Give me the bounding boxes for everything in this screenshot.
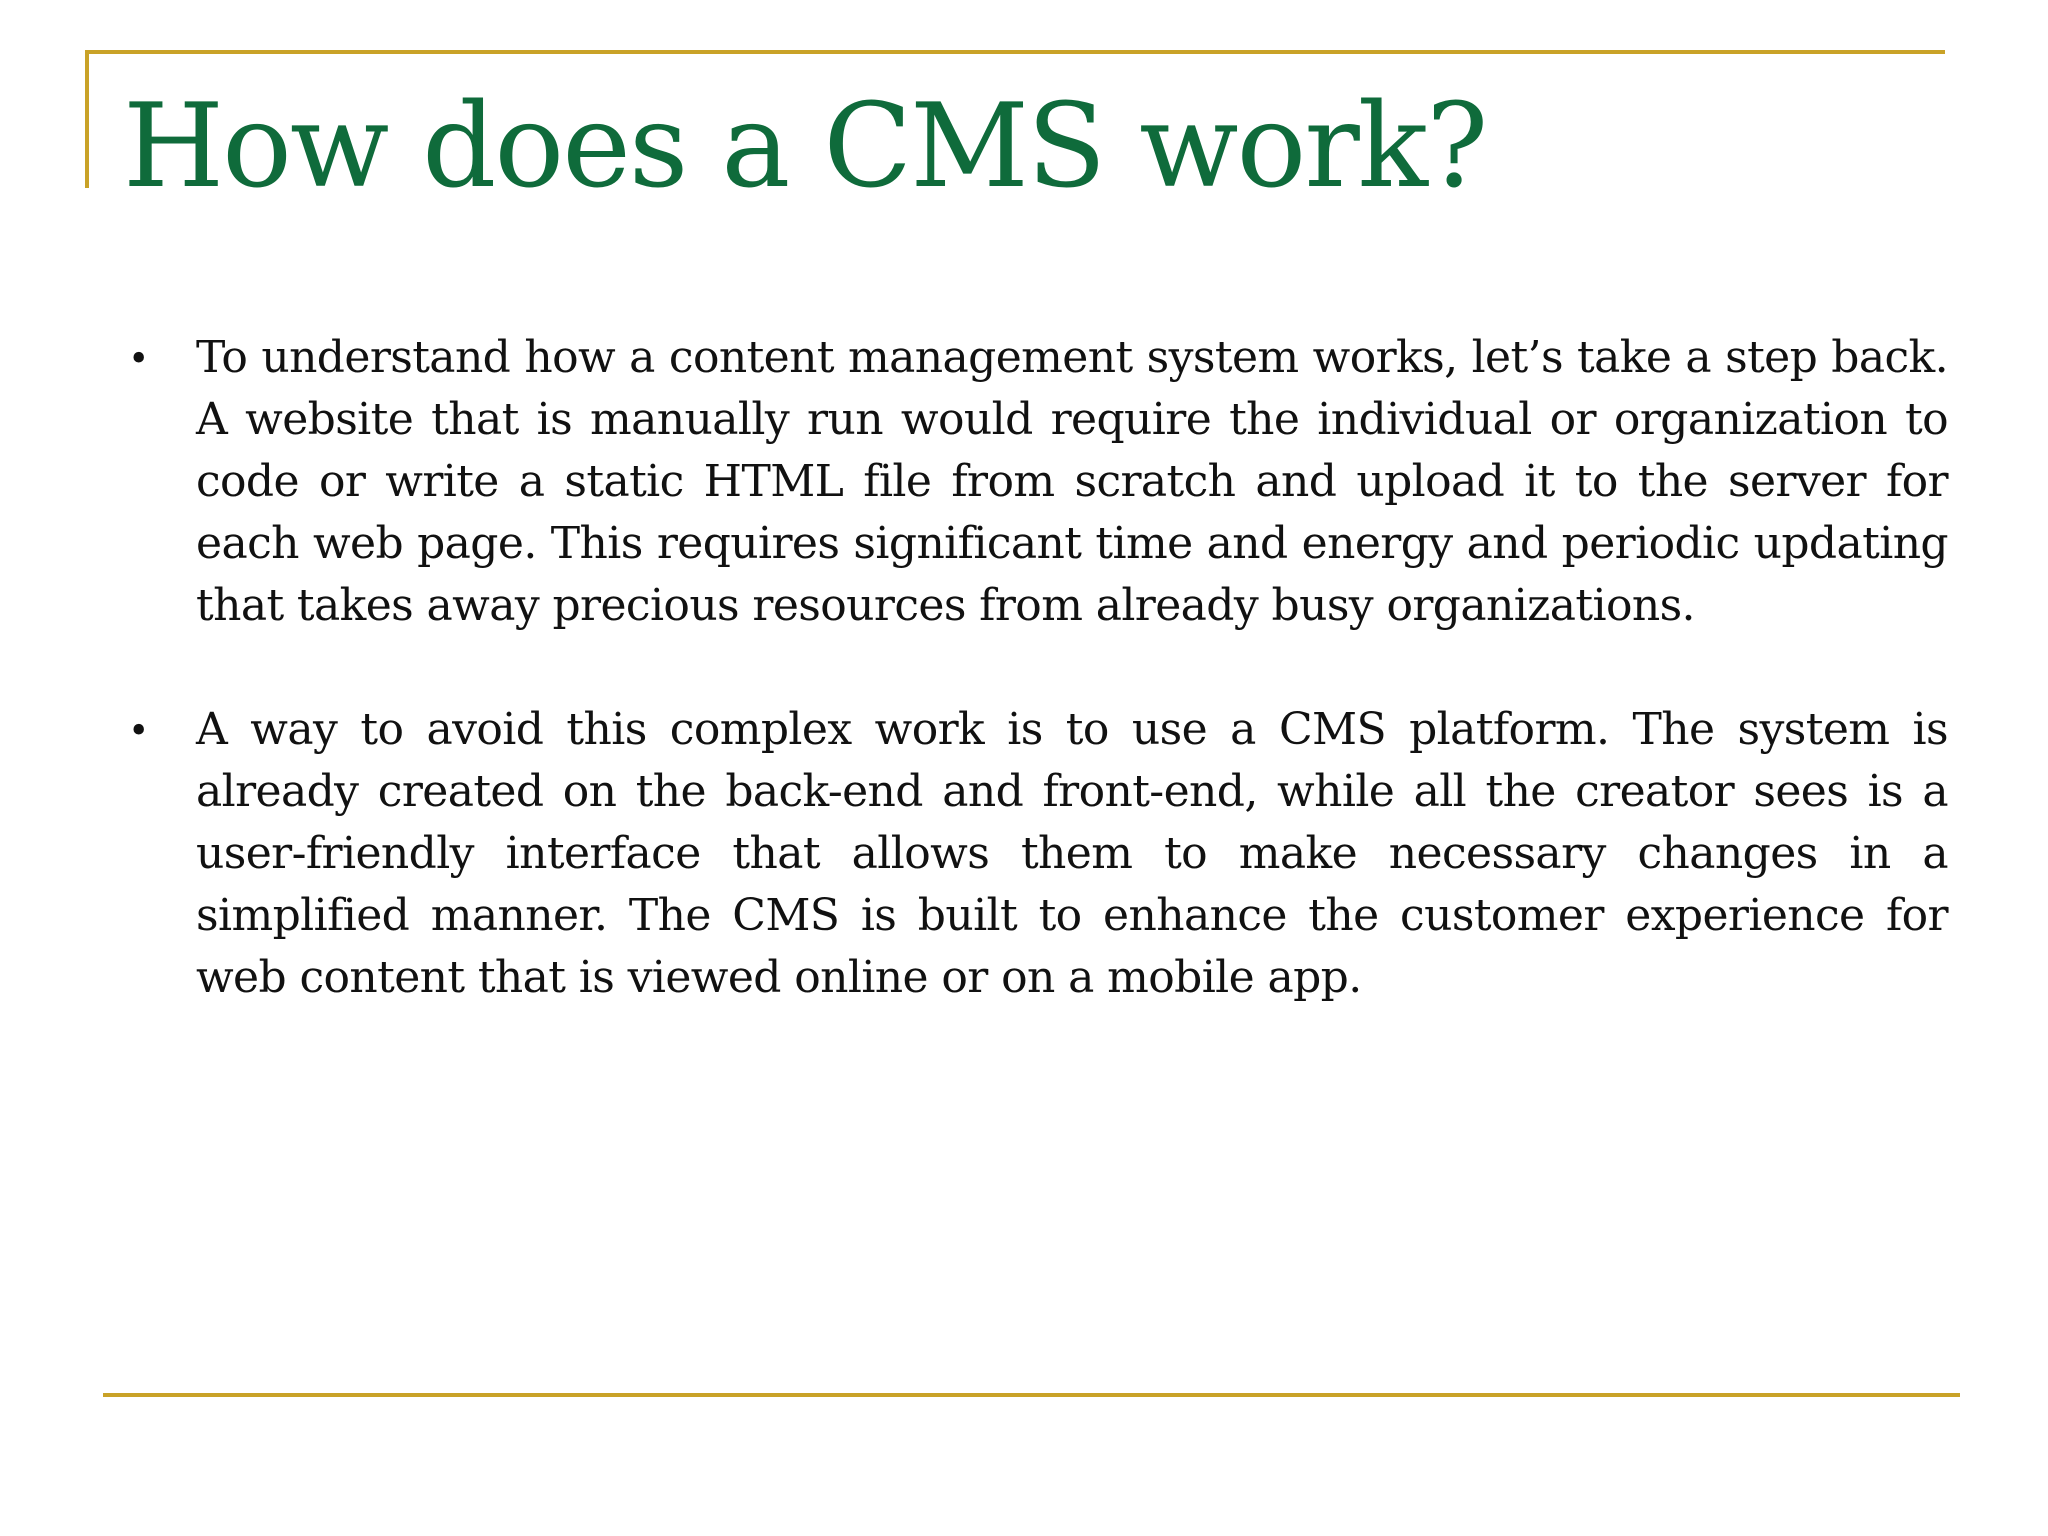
bottom-rule xyxy=(103,1393,1960,1397)
top-rule xyxy=(85,50,1945,54)
bullet-text: To understand how a content management system works, let’s take a step back. A website that is manually run would require the individual or organization to code or write a static HTML file from scratch and upload it to the server for each web page. This requires significant time and energy and periodic updating that takes away precious resources from already busy organizations. xyxy=(196,332,1948,631)
slide-title: How does a CMS work? xyxy=(123,79,1487,214)
bullet-text: A way to avoid this complex work is to use a CMS platform. The system is already created on the back-end and front-end, while all the creator sees is a user-friendly interface that allows them to make necessary changes in a simplified manner. The CMS is built to enhance the customer experience for web content that is viewed online or on a mobile app. xyxy=(196,704,1948,1003)
bullet-icon: • xyxy=(131,705,147,754)
bullet-item xyxy=(123,699,1948,1009)
bullet-item xyxy=(123,327,1948,637)
left-rule xyxy=(85,50,89,188)
bullet-icon: • xyxy=(131,333,147,382)
bullet-list xyxy=(123,327,1948,1071)
